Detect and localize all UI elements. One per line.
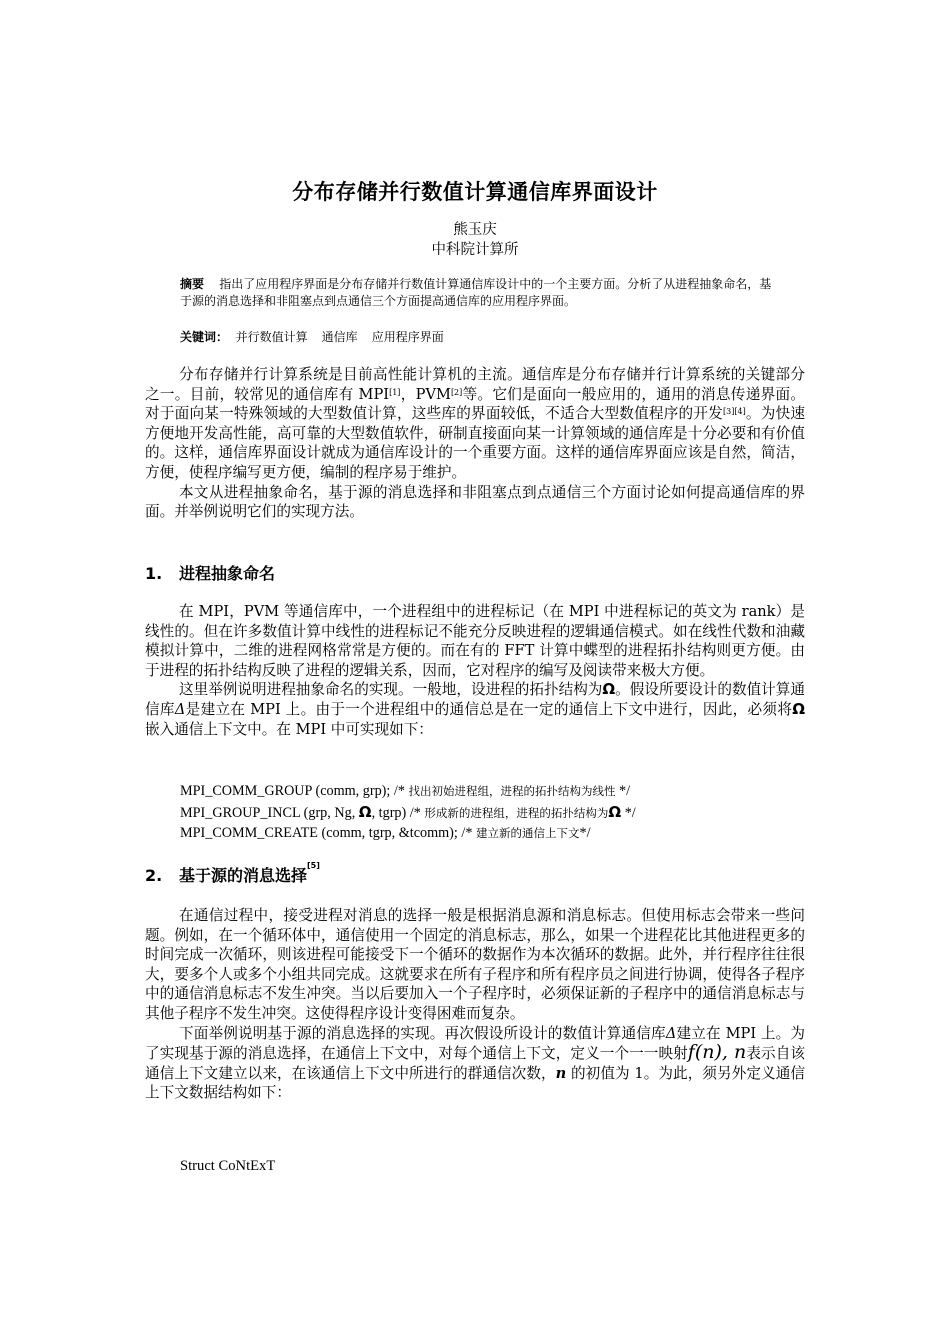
abstract [180,276,780,310]
intro-section [145,365,805,522]
section-1-body [145,602,805,739]
delta-symbol: Δ [174,700,186,718]
section-number: 2. [145,866,163,885]
citation: [5] [307,861,320,870]
omega-symbol: Ω [358,802,372,821]
citation: [3][4] [723,407,746,417]
keyword-item: 通信库 [321,330,358,344]
omega-symbol: Ω [602,680,616,699]
abstract-label: 摘要 [180,277,205,291]
section-title: 进程抽象命名 [179,564,276,583]
abstract-text: 指出了应用程序界面是分布存储并行数值计算通信库设计中的一个主要方面。分析了从进程抽象命名，基于源的消息选择和非阻塞点到点通信三个方面提高通信库的应用程序界面。 [180,277,772,308]
author-name: 熊玉庆 [453,222,497,238]
section-2-paragraph-2: 下面举例说明基于源的消息选择的实现。再次假设所设计的数值计算通信库Δ建立在 MPI 上。为了实现基于源的消息选择，在通信上下文中，对每个通信上下文，定义一个一一映射f(n), n表示自该通信上下文建立以来，在该通信上下文中所进行的群通信次数，n 的初值为 1。为此，须另外定义通信上下文数据结构如下： [145,1024,805,1102]
keywords [180,328,780,345]
section-2-heading [145,863,320,886]
omega-symbol: Ω [792,699,805,718]
keyword-item: 并行数值计算 [235,330,308,344]
section-1-heading [145,561,275,584]
n-symbol: n [555,1064,567,1082]
code-block [180,782,636,845]
section-1-paragraph-1: 在 MPI，PVM 等通信库中，一个进程组中的进程标记（在 MPI 中进程标记的英文为 rank）是线性的。但在许多数值计算中线性的进程标记不能充分反映进程的逻辑通信模式。如在线性代数和油藏模拟计算中，二维的进程网格常常是方便的。而在有的 FFT 计算中蝶型的进程拓扑结构则更方便。由于进程的拓扑结构反映了进程的逻辑关系，因而，它对程序的编写及阅读带来极大方便。 [145,603,805,679]
section-number: 1. [145,564,163,583]
code-line: MPI_GROUP_INCL (grp, Ng, Ω, tgrp) /* 形成新的进程组，进程的拓扑结构为Ω */ [180,802,636,821]
keyword-item: 应用程序界面 [371,330,444,344]
author-block [0,220,950,260]
section-2-paragraph-1: 在通信过程中，接受进程对消息的选择一般是根据消息源和消息标志。但使用标志会带来一些问题。例如，在一个循环体中，通信使用一个固定的消息标志，那么，如果一个进程花比其他进程更多的时间完成一次循环，则该进程可能接受下一个循环的数据作为本次循环的数据。此外，并行程序往往很大，要多个人或多个小组共同完成。这就要求在所有子程序和所有程序员之间进行协调，使得各子程序中的通信消息标志不发生冲突。当以后要加入一个子程序时，必须保证新的子程序中的通信消息标志与其他子程序不发生冲突。这使得程序设计变得困难而复杂。 [145,907,805,1022]
section-title: 基于源的消息选择 [179,866,308,885]
struct-declaration: Struct CoNtExT [180,1158,276,1174]
code-line: MPI_COMM_CREATE (comm, tgrp, &tcomm); /* 建立新的通信上下文*/ [180,825,591,842]
intro-paragraph-2: 本文从进程抽象命名，基于源的消息选择和非阻塞点到点通信三个方面讨论如何提高通信库的界面。并举例说明它们的实现方法。 [145,483,805,521]
section-1-paragraph-2: 这里举例说明进程抽象命名的实现。一般地，设进程的拓扑结构为Ω。假设所要设计的数值计算通信库Δ是建立在 MPI 上。由于一个进程组中的通信总是在一定的通信上下文中进行，因此，必须将Ω嵌入通信上下文中。在 MPI 中可实现如下： [145,680,805,738]
omega-symbol: Ω [608,802,622,821]
delta-symbol: Δ [665,1024,677,1042]
intro-paragraph-1: 分布存储并行计算系统是目前高性能计算机的主流。通信库是分布存储并行计算系统的关键部分之一。目前，较常见的通信库有 MPI[1]，PVM[2]等。它们是面向一般应用的，通用的消息传递界面。对于面向某一特殊领域的大型数值计算，这些库的界面较低，不适合大型数值程序的开发[3][4]。为快速方便地开发高性能，高可靠的大型数值软件，研制直接面向某一计算领域的通信库是十分必要和有价值的。这样，通信库界面设计就成为通信库设计的一个重要方面。这样的通信库界面应该是自然，简洁，方便，使程序编写更方便，编制的程序易于维护。 [145,366,805,481]
author-affiliation: 中科院计算所 [431,242,519,258]
citation: [1] [389,387,401,397]
keywords-label: 关键词： [180,330,229,344]
paper-title: 分布存储并行数值计算通信库界面设计 [292,180,658,204]
citation: [2] [450,387,463,397]
section-2-body [145,906,805,1103]
mapping-function: f(n), n [687,1041,747,1064]
code-line: MPI_COMM_GROUP (comm, grp); /* 找出初始进程组，进程的拓扑结构为线性 */ [180,783,631,799]
